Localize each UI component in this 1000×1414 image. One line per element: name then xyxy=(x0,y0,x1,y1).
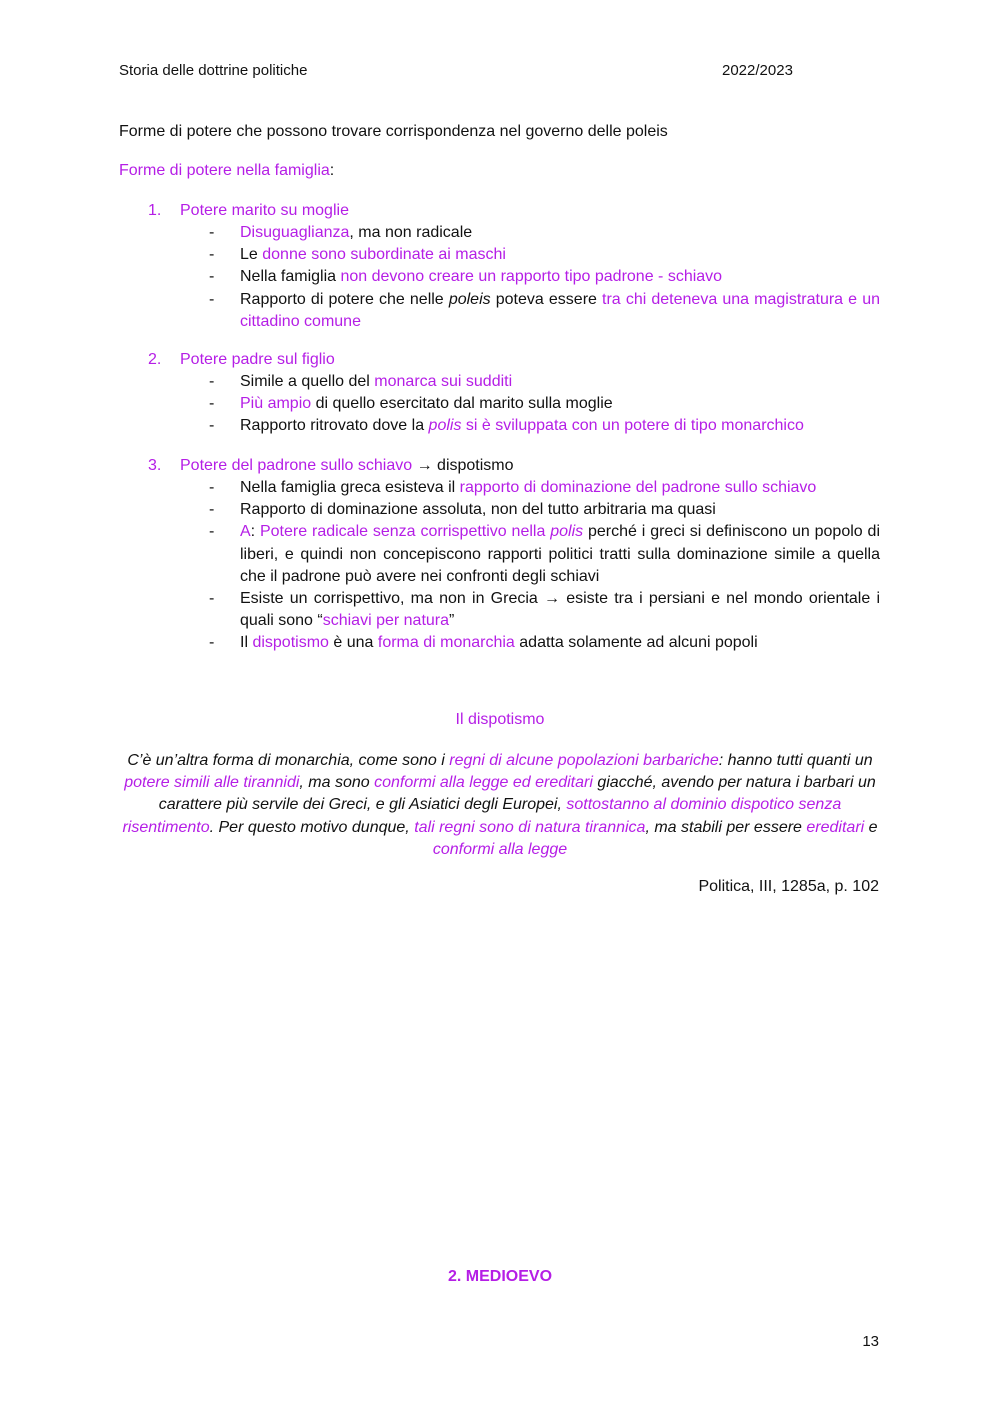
bullet-list xyxy=(148,222,880,333)
quote-text: e xyxy=(864,818,878,836)
quote-text: . Per questo motivo dunque, xyxy=(209,818,415,836)
italic-text: poleis xyxy=(448,290,491,308)
section-2 xyxy=(148,349,880,438)
plain-text: Rapporto di potere che nelle xyxy=(240,290,449,308)
quote-highlight: conformi alla legge ed ereditari xyxy=(374,774,593,792)
highlight-text: schiavi per natura xyxy=(322,612,450,630)
plain-text: poteva essere xyxy=(490,290,603,308)
highlight-text: Più ampio xyxy=(240,395,312,413)
section-number: 3. xyxy=(148,457,162,474)
quote-text: , ma stabili per essere xyxy=(645,818,807,836)
section-title xyxy=(148,349,880,371)
family-heading-text: Forme di potere nella famiglia xyxy=(119,162,330,179)
highlight-text: forma di monarchia xyxy=(377,634,515,652)
plain-text: Nella famiglia greca esisteva il xyxy=(240,479,460,496)
highlight-text: dispotismo xyxy=(252,634,329,652)
plain-text: Rapporto ritrovato dove la xyxy=(240,417,429,435)
plain-text: Simile a quello del xyxy=(240,373,375,390)
section-3 xyxy=(148,455,880,655)
section-title-text: Potere marito su moglie xyxy=(180,202,349,219)
highlight-text: non devono creare un rapporto tipo padrone - schiavo xyxy=(340,268,723,286)
list-item xyxy=(148,244,880,266)
list-item xyxy=(148,632,880,654)
quote-highlight: ereditari xyxy=(806,818,865,836)
list-item xyxy=(148,393,880,415)
family-heading-suffix: : xyxy=(329,162,335,179)
section-title-suffix: → dispotismo xyxy=(412,457,514,474)
highlight-text: Disuguaglianza xyxy=(240,224,350,241)
highlight-text: tra chi deteneva una magistratura e un cittadino comune xyxy=(240,290,880,330)
quote-text: giacché, avendo per natura i barbari un carattere più servile dei Greci, e gli Asiatici degli Europei, xyxy=(158,774,876,814)
plain-text: Il xyxy=(240,634,253,652)
quote-highlight: sottostanno al dominio dispotico senza risentimento xyxy=(122,796,842,836)
list-item xyxy=(148,222,880,244)
section-number: 2. xyxy=(148,351,162,368)
header-course: Storia delle dottrine politiche xyxy=(119,62,308,79)
quote-text: : hanno tutti quanti un xyxy=(718,752,873,769)
plain-text: di quello esercitato dal marito sulla moglie xyxy=(311,395,613,413)
list-item xyxy=(148,266,880,288)
list-item xyxy=(148,371,880,393)
highlight-text: donne sono subordinate ai maschi xyxy=(262,246,506,264)
section-title-text: Potere del padrone sullo schiavo xyxy=(180,457,413,474)
quote-highlight: regni di alcune popolazioni barbariche xyxy=(449,752,719,769)
plain-text: , ma non radicale xyxy=(349,224,473,241)
highlight-italic-text: polis xyxy=(550,523,584,541)
list-item xyxy=(148,289,880,333)
highlight-italic-text: polis xyxy=(428,417,462,435)
quote-highlight: tali regni sono di natura tirannica xyxy=(414,818,646,836)
quote-citation: Politica, III, 1285a, p. 102 xyxy=(698,878,879,895)
list-item xyxy=(148,415,880,437)
quote-text: , ma sono xyxy=(299,774,375,792)
highlight-text: rapporto di dominazione del padrone sullo schiavo xyxy=(459,479,817,496)
plain-text: perché i greci si definiscono un popolo di liberi, e quindi non concepiscono rapporti politici tratti sulla dominazione simile a quella che il padrone può avere nei confronti degli schiavi xyxy=(240,523,881,585)
quote-text: C’è un’altra forma di monarchia, come sono i xyxy=(127,752,450,769)
bullet-list xyxy=(148,371,880,438)
section-title xyxy=(148,455,880,477)
header-year: 2022/2023 xyxy=(722,62,793,79)
chapter-heading: 2. MEDIOEVO xyxy=(447,1268,553,1285)
highlight-text: monarca sui sudditi xyxy=(374,373,513,390)
list-item xyxy=(148,588,880,632)
section-1 xyxy=(148,200,880,333)
intro-text: Forme di potere che possono trovare corrispondenza nel governo delle poleis xyxy=(119,123,668,140)
section-title xyxy=(148,200,880,222)
quote-title: Il dispotismo xyxy=(455,711,545,728)
highlight-text: A xyxy=(240,523,251,541)
highlight-text: si è sviluppata con un potere di tipo monarchico xyxy=(461,417,804,435)
plain-text: ” xyxy=(449,612,455,630)
section-title-text: Potere padre sul figlio xyxy=(180,351,335,368)
family-heading xyxy=(119,162,334,180)
plain-text: Esiste un corrispettivo, ma non in Grecia → esiste tra i persiani e nel mondo orientale i quali sono “ xyxy=(240,590,880,630)
list-item xyxy=(148,477,880,499)
plain-text: Rapporto di dominazione assoluta, non del tutto arbitraria ma quasi xyxy=(240,501,716,519)
plain-text: Le xyxy=(240,246,263,264)
page-number: 13 xyxy=(862,1333,879,1350)
plain-text: : xyxy=(250,523,260,541)
highlight-text: Potere radicale senza corrispettivo nella xyxy=(259,523,551,541)
plain-text: è una xyxy=(328,634,378,652)
quote-highlight: conformi alla legge xyxy=(432,840,568,858)
plain-text: adatta solamente ad alcuni popoli xyxy=(514,634,758,652)
quote-highlight: potere simili alle tirannidi xyxy=(124,774,300,792)
list-item xyxy=(148,521,880,588)
list-item xyxy=(148,499,880,521)
quote-block xyxy=(115,750,885,861)
plain-text: Nella famiglia xyxy=(240,268,341,286)
bullet-list xyxy=(148,477,880,655)
section-number: 1. xyxy=(148,202,162,219)
